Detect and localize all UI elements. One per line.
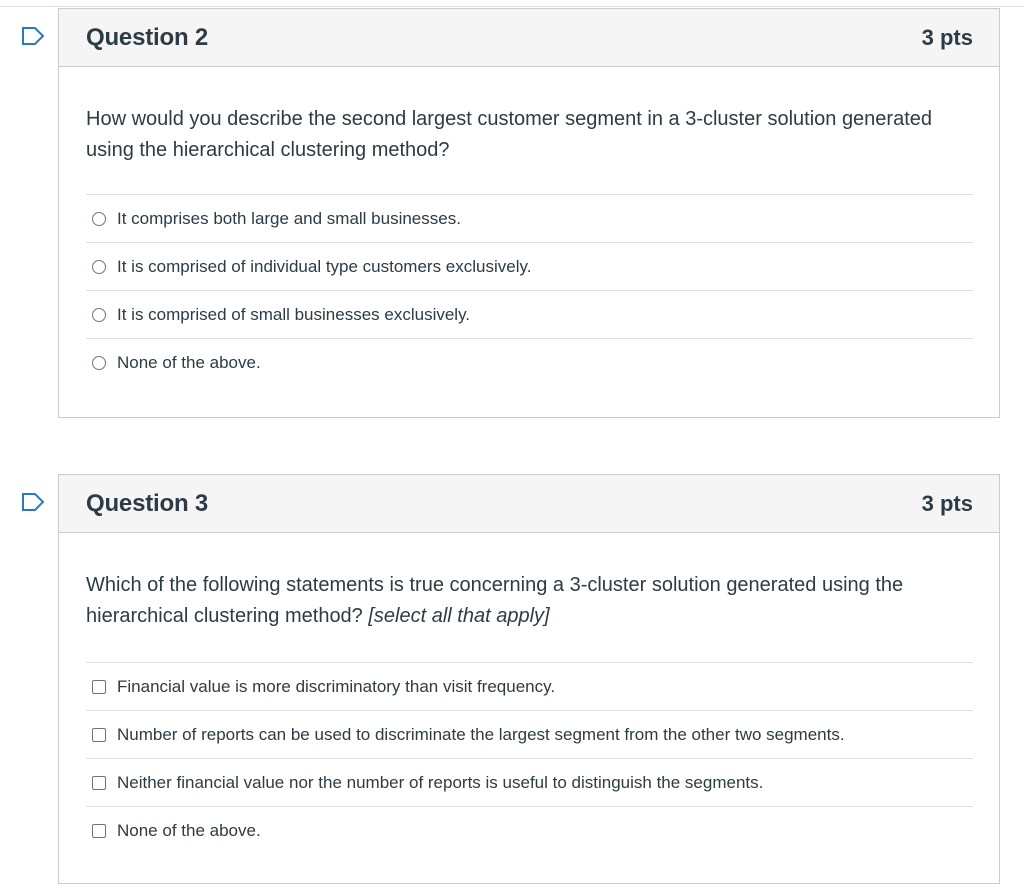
answer-list	[86, 194, 973, 387]
question-points: 3 pts	[921, 490, 973, 516]
question-body	[59, 67, 999, 387]
question-text: Which of the following statements is true concerning a 3-cluster solution generated using the hierarchical clustering method? [select all that apply]	[86, 574, 904, 627]
answer-option[interactable]	[86, 711, 973, 759]
question-hint: [select all that apply]	[368, 605, 550, 627]
question-header	[59, 475, 999, 533]
answer-option[interactable]	[86, 291, 973, 339]
answer-label[interactable]: It is comprised of individual type customers exclusively.	[117, 256, 532, 276]
answer-option[interactable]	[86, 807, 973, 855]
question-body	[59, 533, 999, 855]
question-points: 3 pts	[921, 24, 973, 50]
question-2	[58, 8, 1000, 418]
answer-option[interactable]	[86, 339, 973, 387]
radio-button[interactable]	[92, 260, 106, 274]
flag-question-icon[interactable]	[21, 26, 45, 46]
checkbox[interactable]	[92, 824, 106, 838]
checkbox[interactable]	[92, 728, 106, 742]
radio-button[interactable]	[92, 212, 106, 226]
question-title: Question 2	[86, 23, 209, 51]
answer-list	[86, 662, 973, 855]
radio-button[interactable]	[92, 308, 106, 322]
question-header	[59, 9, 999, 67]
question-text: How would you describe the second largest customer segment in a 3-cluster solution generated using the hierarchical clustering method?	[86, 108, 933, 161]
flag-question-icon[interactable]	[21, 492, 45, 512]
question-title: Question 3	[86, 489, 209, 517]
answer-label[interactable]: Financial value is more discriminatory than visit frequency.	[117, 676, 556, 696]
answer-option[interactable]	[86, 195, 973, 243]
answer-label[interactable]: It comprises both large and small businesses.	[117, 208, 461, 228]
radio-button[interactable]	[92, 356, 106, 370]
answer-label[interactable]: None of the above.	[117, 821, 261, 840]
answer-label[interactable]: It is comprised of small businesses exclusively.	[117, 304, 471, 324]
top-divider	[0, 6, 1024, 7]
answer-option[interactable]	[86, 663, 973, 711]
answer-label[interactable]: Number of reports can be used to discriminate the largest segment from the other two segments.	[117, 724, 845, 744]
answer-option[interactable]	[86, 759, 973, 807]
question-3	[58, 474, 1000, 884]
checkbox[interactable]	[92, 776, 106, 790]
answer-label[interactable]: Neither financial value nor the number of reports is useful to distinguish the segments.	[117, 772, 764, 792]
answer-label[interactable]: None of the above.	[117, 353, 261, 372]
answer-option[interactable]	[86, 243, 973, 291]
checkbox[interactable]	[92, 680, 106, 694]
